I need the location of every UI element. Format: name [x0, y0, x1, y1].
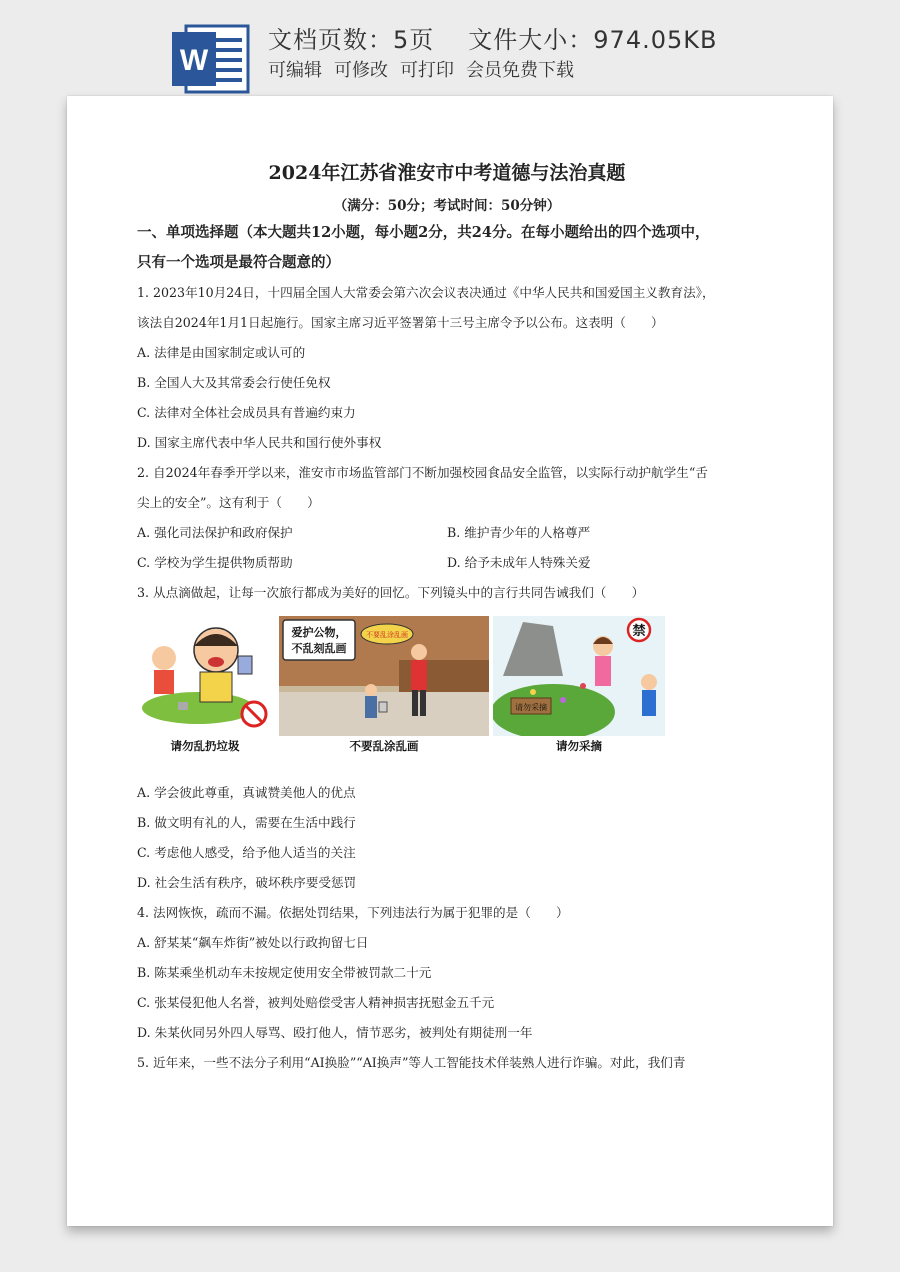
question-2-option-b: B. 维护青少年的人格尊严: [447, 525, 591, 540]
question-4-option-a: A. 舒某某“飙车炸街”被处以行政拘留七日: [137, 935, 369, 950]
question-3-option-a: A. 学会彼此尊重，真诚赞美他人的优点: [137, 785, 356, 800]
caption-graffiti: 不要乱涂乱画: [349, 739, 419, 753]
question-4-option-d: D. 朱某伙同另外四人辱骂、殴打他人，情节恶劣，被判处有期徒刑一年: [137, 1025, 533, 1040]
feature-modifiable: 可修改: [334, 60, 388, 81]
question-3-option-d: D. 社会生活有秩序，破坏秩序要受惩罚: [137, 875, 357, 890]
exam-title: 2024年江苏省淮安市中考道德与法治真题: [268, 162, 626, 184]
question-1-option-c: C. 法律对全体社会成员具有普遍约束力: [137, 405, 356, 420]
question-2-option-d: D. 给予未成年人特殊关爱: [447, 555, 591, 570]
file-size: 文件大小：974.05KB: [468, 26, 718, 54]
question-2-stem: 尖上的安全”。这有利于（ ）: [137, 495, 320, 510]
word-document-icon: [172, 22, 252, 96]
svg-text:不乱刻乱画: 不乱刻乱画: [291, 642, 347, 655]
question-4-option-b: B. 陈某乘坐机动车未按规定使用安全带被罚款二十元: [137, 965, 432, 980]
question-4-option-c: C. 张某侵犯他人名誉，被判处赔偿受害人精神损害抚慰金五千元: [137, 995, 495, 1010]
download-banner: [0, 0, 900, 96]
doc-meta: [268, 20, 717, 55]
svg-text:爱护公物，: 爱护公物，: [291, 626, 347, 639]
question-4-stem: 4. 法网恢恢，疏而不漏。依据处罚结果，下列违法行为属于犯罪的是（ ）: [137, 905, 569, 920]
caption-litter: 请勿乱扔垃圾: [170, 739, 240, 753]
feature-free-download: 会员免费下载: [466, 60, 574, 81]
question-2-option-a: A. 强化司法保护和政府保护: [137, 525, 293, 540]
question-1-option-b: B. 全国人大及其常委会行使任免权: [137, 375, 331, 390]
question-2-option-c: C. 学校为学生提供物质帮助: [137, 555, 293, 570]
illustration-litter: [138, 616, 272, 753]
illustration-flowers: [493, 616, 665, 753]
illustration-graffiti: [279, 616, 489, 753]
question-3-option-b: B. 做文明有礼的人，需要在生活中践行: [137, 815, 356, 830]
question-3-option-c: C. 考虑他人感受，给予他人适当的关注: [137, 845, 356, 860]
page-content: [137, 158, 757, 1078]
question-1-stem: 1. 2023年10月24日，十四届全国人大常委会第六次会议表决通过《中华人民共和国爱国主义教育法》，: [137, 285, 715, 300]
question-3-stem: 3. 从点滴做起，让每一次旅行都成为美好的回忆。下列镜头中的言行共同告诫我们（ ）: [137, 585, 645, 600]
caption-flowers: 请勿采摘: [556, 739, 602, 753]
question-1-stem: 该法自2024年1月1日起施行。国家主席习近平签署第十三号主席令予以公布。这表明（ ）: [137, 315, 664, 330]
litter-cartoon-icon: [138, 616, 272, 736]
feature-editable: 可编辑: [268, 60, 322, 81]
question-1-option-d: D. 国家主席代表中华人民共和国行使外事权: [137, 435, 382, 450]
question-3-illustrations: [137, 616, 757, 764]
question-2-options-row: [137, 518, 757, 548]
question-1-option-a: A. 法律是由国家制定或认可的: [137, 345, 306, 360]
svg-text:禁: 禁: [632, 624, 646, 639]
svg-text:不要乱涂乱画: 不要乱涂乱画: [366, 631, 408, 639]
feature-list: [268, 56, 586, 82]
question-2-options-row: [137, 548, 757, 578]
question-5-stem: 5. 近年来，一些不法分子利用“AI换脸”“AI换声”等人工智能技术佯装熟人进行诈骗。对此，我们青: [137, 1055, 686, 1070]
flower-picking-cartoon-icon: [493, 616, 665, 736]
exam-subtitle: （满分：50分；考试时间：50分钟）: [333, 198, 561, 214]
graffiti-cartoon-icon: [279, 616, 489, 736]
svg-text:请勿采摘: 请勿采摘: [515, 703, 547, 712]
section-heading-line: 一、单项选择题（本大题共12小题，每小题2分，共24分。在每小题给出的四个选项中，: [137, 224, 710, 241]
page-count: 文档页数：5页: [268, 26, 435, 54]
svg-text:W: W: [179, 44, 209, 77]
document-page: [67, 96, 833, 1226]
question-2-stem: 2. 自2024年春季开学以来，淮安市市场监管部门不断加强校园食品安全监管，以实际行动护航学生“舌: [137, 465, 708, 480]
feature-printable: 可打印: [400, 60, 454, 81]
section-heading-line: 只有一个选项是最符合题意的）: [137, 254, 340, 271]
